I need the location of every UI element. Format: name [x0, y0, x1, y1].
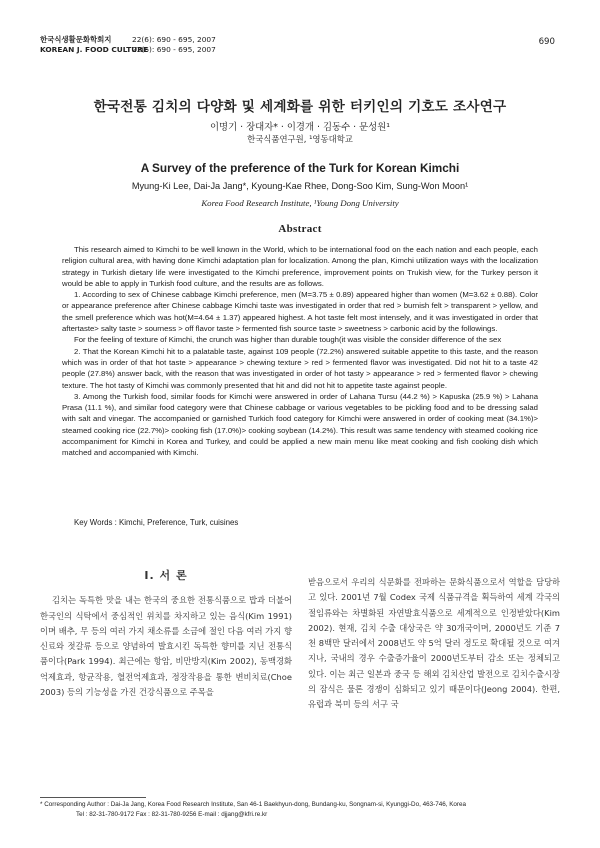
intro-paragraph-left: 김치는 독특한 맛을 내는 한국의 중요한 전통식품으로 밥과 더불어 한국인의 식탁에서 중심적인 위치를 차지하고 있는 음식(Kim 1991)이며 배추, 무 등의 여러 가지 채소류를 소금에 절인 다음 여러 가지 향신료와 젓갈류 등으로 양념하여 발효시킨 독특한 향미를 지닌 전통식품이다(Park 1994). 최근에는 항암, 비만방지(Kim 2002), 동맥경화 억제효과, 항균작용, 혈전억제효과, 정장작용을 통한 변비치료(Choe 2003) 등의 기능성을 가진 건강식품으로 주목을 [40, 595, 292, 698]
journal-name-en: KOREAN J. FOOD CULTURE [40, 45, 149, 54]
abstract-heading: Abstract [278, 223, 322, 235]
abstract-paragraph: This research aimed to Kimchi to be well known in the World, which to be international food on the each nation and each people, each religion cultural area, with having done Kimchi adaptation plan for localization. Among the plan, Kimchi utilization ways with the localization strategy in Turkish dietary life were investigated to the Kimchi preference, improvement points on Trukish view, for the Turkey person it would be able to apply in Turkish food culture, and the results are as follows. [62, 245, 538, 288]
keywords: Key Words : Kimchi, Preference, Turk, cuisines [74, 518, 239, 527]
abstract-paragraph: 1. According to sex of Chinese cabbage Kimchi preference, men (M=3.75 ± 0.89) appeared higher than women (M=3.62 ± 0.88). Color or appearance preference after Chinese cabbage Kimchi taste was investigated in order that red > burnish felt > transparent > yellow, and the smell preference which was hot(M=4.64 ± 1.37) appeared highest. A hot taste felt most intensely, and it was investigated in order that aftertaste> salty taste > sourness > off flavor taste > fermented fish source taste > sweetness > carbonic acid by the followings. [62, 290, 538, 334]
authors-english: Myung-Ki Lee, Dai-Ja Jang*, Kyoung-Kae Rhee, Dong-Soo Kim, Sung-Won Moon¹ [131, 181, 469, 191]
abstract-paragraph: 3. Among the Turkish food, similar foods for Kimchi were answered in order of Lahana Tursu (44.2 %) > Kapuska (25.9 %) > Lahana Prasa (11.1 %), and similar food category were that Chinese cabbage or various vegetables to be pickling food and to be dressing salad with salt and vinegar. The accompanied or garnished Turkich food category for Kimchi were answered in order of cooking meat (34.1%)> steamed cooking rice (22.7%)> cooking fish (17.0%)> cooking soybean (14.2%). This result was same tendency with steamed cooking rice accompaniment for Kimchi in Korea and Turkey, and could be applied a new main menu like meat cooking and fish cooking dish which matched and accompanied with Kimchi. [62, 391, 538, 458]
footnote [40, 800, 560, 820]
authors-korean: 이명기 · 장대자* · 이경개 · 김동수 · 문성원¹ [209, 122, 391, 133]
journal-name-ko: 한국식생활문화학회지 [40, 35, 112, 44]
abstract-paragraph: For the feeling of texture of Kimchi, the crunch was higher than durable tough(it was visible the consider difference of the sex [74, 335, 502, 345]
section-heading: Ⅰ. 서 론 [144, 569, 188, 582]
abstract-body [62, 244, 538, 459]
footnote-divider [40, 797, 146, 798]
journal-citation: 22(6): 690 - 695, 2007 [132, 35, 216, 44]
footnote-contact: Tel : 82-31-780-9172 Fax : 82-31-780-9256 E-mail : djjang@kfri.re.kr [76, 811, 268, 818]
journal-citation-en: 22(6): 690 - 695, 2007 [132, 45, 216, 54]
affiliation-english: Korea Food Research Institute, ¹Young Dong University [201, 198, 399, 208]
abstract-paragraph: 2. That the Korean Kimchi hit to a palatable taste, against 109 people (72.2%) answered suitable appetite to this taste, and the reason which was in order of that hot taste > appearance > chewing texture > red > fermented flavor was investigated. Did not hit to a taste 42 people (27.8%) answer back, with the reason that was investigated in order of hot tasty > appearance > red > fermented flavor > chewing texture. The hot tasty of Kimchi was commonly presented that hit and did not hit to appetite taste against people. [62, 346, 538, 390]
journal-header [40, 35, 216, 55]
page-number: 690 [538, 37, 555, 47]
intro-column-left [40, 568, 292, 700]
title-korean: 한국전통 김치의 다양화 및 세계화를 위한 터키인의 기호도 조사연구 [93, 99, 507, 115]
footnote-author: * Corresponding Author : Dai-Ja Jang, Korea Food Research Institute, San 46-1 Baekhyun-dong, Bundang-ku, Songnam-si, Kyunggi-Do, 463-746, Korea [40, 801, 466, 808]
affiliation-korean: 한국식품연구원, ¹영동대학교 [247, 134, 353, 144]
title-english: A Survey of the preference of the Turk for Korean Kimchi [140, 161, 460, 175]
intro-paragraph-right: 받음으로서 우리의 식문화를 전파하는 문화식품으로서 역할을 담당하고 있다. 2001년 7월 Codex 국제 식품규격을 획득하여 세계 각국의 절임류와는 차별화된 자연발효식품으로 세계적으로 인정받았다(Kim 2002). 현재, 김치 수출 대상국은 약 30개국이며, 2000년도 기준 7천 8백만 달러에서 2008년도 약 5억 달러 정도로 확대될 것으로 여겨지나, 국내의 경우 수출증가율이 2000년도부터 감소 또는 정체되고 있다. 이는 최근 일본과 중국 등 해외 김치산업 발전으로 김치수출시장의 잠식은 물론 경쟁이 심화되고 있기 때문이다(Jeong 2004). 한편, 유럽과 북미 등의 서구 국 [308, 577, 560, 710]
intro-column-right [308, 575, 560, 713]
